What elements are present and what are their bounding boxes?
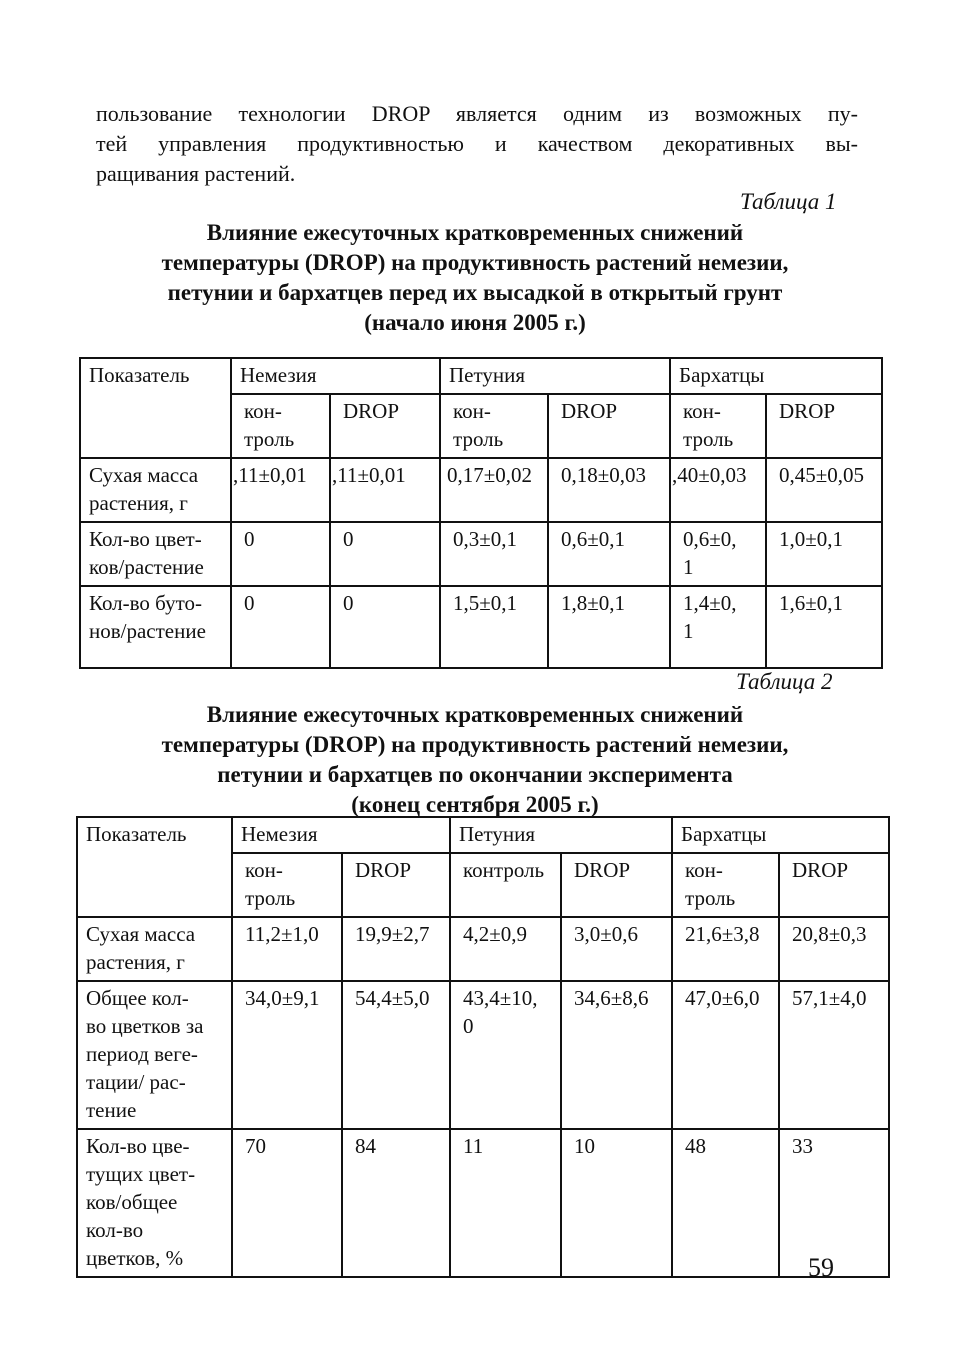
row-label: Сухая масса растения, г [77, 917, 232, 981]
row-label: Кол-во цвет- ков/растение [80, 522, 231, 586]
table1 [79, 357, 883, 669]
table1-header-group: Бархатцы [670, 358, 882, 394]
table-cell: 0,18±0,03 [548, 458, 670, 522]
table-cell: 43,4±10, 0 [450, 981, 561, 1129]
table1-header-indicator: Показатель [80, 358, 231, 458]
table-cell: 33 [779, 1129, 889, 1277]
table-cell: 57,1±4,0 [779, 981, 889, 1129]
table2-title-line: петунии и бархатцев по окончании эксперимента [217, 762, 733, 787]
table2-title [90, 700, 860, 820]
table-cell: 0,17±0,02 [440, 458, 548, 522]
table-cell: 20,8±0,3 [779, 917, 889, 981]
table1-header-group: Немезия [231, 358, 440, 394]
table-cell: ,40±0,03 [670, 458, 766, 522]
table-cell: 0 [330, 522, 440, 586]
table1-title-line: (начало июня 2005 г.) [364, 310, 586, 335]
table-row [80, 586, 882, 668]
table1-header-sub: кон- троль [670, 394, 766, 458]
row-label: Кол-во цве- тущих цвет- ков/общее кол-во цветков, % [77, 1129, 232, 1277]
table-row [77, 917, 889, 981]
table-cell: 34,6±8,6 [561, 981, 672, 1129]
table-cell: 34,0±9,1 [232, 981, 342, 1129]
table-cell: 3,0±0,6 [561, 917, 672, 981]
table-cell: 1,8±0,1 [548, 586, 670, 668]
table2-header-group: Немезия [232, 817, 450, 853]
table2-header-indicator: Показатель [77, 817, 232, 917]
table-cell: 0,6±0, 1 [670, 522, 766, 586]
table-cell: 0,6±0,1 [548, 522, 670, 586]
table-cell: 0,3±0,1 [440, 522, 548, 586]
table1-header-sub: DROP [330, 394, 440, 458]
table1-header-sub: DROP [766, 394, 882, 458]
table-cell: 48 [672, 1129, 779, 1277]
row-label: Сухая масса растения, г [80, 458, 231, 522]
table1-header-group: Петуния [440, 358, 670, 394]
table1-header-sub: кон- троль [440, 394, 548, 458]
table-row [80, 458, 882, 522]
table-cell: 11,2±1,0 [232, 917, 342, 981]
table-cell: 1,0±0,1 [766, 522, 882, 586]
table1-title-line: Влияние ежесуточных кратковременных снижений [206, 220, 744, 245]
table-cell: 4,2±0,9 [450, 917, 561, 981]
table2-label: Таблица 2 [736, 669, 833, 694]
table1-title-line: температуры (DROP) на продуктивность растений немезии, [161, 250, 789, 275]
table-cell: 19,9±2,7 [342, 917, 450, 981]
table-row [77, 981, 889, 1129]
table-cell: 21,6±3,8 [672, 917, 779, 981]
row-label: Кол-во буто- нов/растение [80, 586, 231, 668]
table-cell: 1,6±0,1 [766, 586, 882, 668]
intro-line-2: тей управления продуктивностью и качеством декоративных вы- [96, 131, 858, 156]
row-label: Общее кол- во цветков за период веге- тации/ рас- тение [77, 981, 232, 1129]
table2-header-sub: кон- троль [232, 853, 342, 917]
table-cell: 0 [330, 586, 440, 668]
table2-title-line: температуры (DROP) на продуктивность растений немезии, [161, 732, 789, 757]
intro-line-3: ращивания растений. [96, 161, 296, 186]
table-cell: 47,0±6,0 [672, 981, 779, 1129]
table-cell: 84 [342, 1129, 450, 1277]
table2-title-line: (конец сентября 2005 г.) [351, 792, 599, 817]
table2-header-sub: DROP [779, 853, 889, 917]
table2-header-group: Петуния [450, 817, 672, 853]
table2-header-group: Бархатцы [672, 817, 889, 853]
table-cell: 0,45±0,05 [766, 458, 882, 522]
intro-line-1: пользование технологии DROP является одним из возможных пу- [96, 101, 858, 126]
table-cell: 11 [450, 1129, 561, 1277]
table2-header-sub: DROP [342, 853, 450, 917]
table2-title-line: Влияние ежесуточных кратковременных снижений [206, 702, 744, 727]
table-cell: 0 [231, 586, 330, 668]
table1-title [90, 218, 860, 338]
table1-header-sub: DROP [548, 394, 670, 458]
table2 [76, 816, 890, 1278]
table-row [80, 522, 882, 586]
table-cell: 70 [232, 1129, 342, 1277]
table2-header-sub: DROP [561, 853, 672, 917]
table1-title-line: петунии и бархатцев перед их высадкой в открытый грунт [167, 280, 783, 305]
table-cell: 1,5±0,1 [440, 586, 548, 668]
table-cell: 10 [561, 1129, 672, 1277]
table-cell: 1,4±0, 1 [670, 586, 766, 668]
table1-label: Таблица 1 [740, 189, 837, 214]
table1-header-sub: кон- троль [231, 394, 330, 458]
table2-header-sub: кон- троль [672, 853, 779, 917]
table2-header-sub: контроль [450, 853, 561, 917]
table-cell: 54,4±5,0 [342, 981, 450, 1129]
table-cell: ,11±0,01 [330, 458, 440, 522]
page-number: 59 [808, 1253, 834, 1282]
intro-paragraph [96, 99, 858, 189]
table-row [77, 1129, 889, 1277]
table-cell: ,11±0,01 [231, 458, 330, 522]
table-cell: 0 [231, 522, 330, 586]
